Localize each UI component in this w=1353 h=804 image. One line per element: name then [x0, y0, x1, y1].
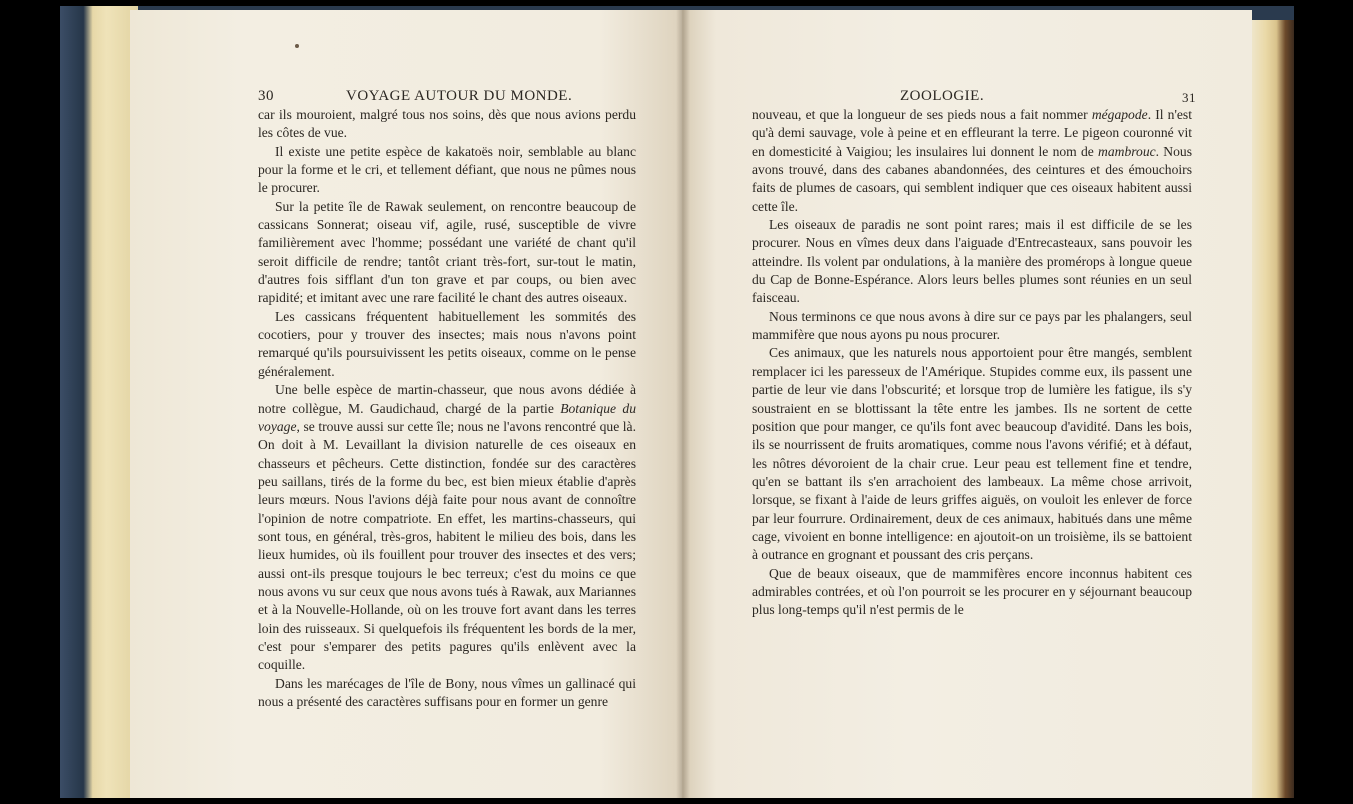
left-paragraph: Une belle espèce de martin-chasseur, que nous avons dédiée à notre collègue, M. Gaudichaud, chargé de la partie Botanique du voyage, se trouve aussi sur cette île; nous ne l'avons rencontré que là. On doit à M. Levaillant la division naturelle de ces oiseaux en chasseurs et pêcheurs. Cette distinction, fondée sur des caractères peu saillans, tirés de la forme du bec, est bien mieux établie d'après leurs mœurs. Nous l'avions déjà faite pour nous avant de connoître l'opinion de notre compatriote. En effet, les martins-chasseurs, qui sont tous, en général, très-gros, habitent le milieu des bois, dans les lieux humides, où ils fouillent pour trouver des insectes et des vers; aussi ont-ils presque toujours le bec terreux; c'est du moins ce que nous avons vu sur ceux que nous avons tués à Rawak, aux Mariannes et à la Nouvelle-Hollande, où on les trouve fort avant dans les terres loin des ruisseaux. Si quelquefois ils fréquentent les bords de la mer, c'est pour s'emparer des petits pagures qu'ils enlèvent avec la coquille.: [258, 382, 636, 673]
right-running-title: ZOOLOGIE.: [900, 88, 985, 104]
right-page-edges: [1250, 20, 1294, 798]
right-paragraph: Que de beaux oiseaux, que de mammifères encore inconnus habitent ces admirables contrées, et où l'on pourroit se les procurer en y séjournant beaucoup plus long-temps qu'il n'est permis de le: [752, 565, 1192, 618]
right-paragraph: Les oiseaux de paradis ne sont point rares; mais il est difficile de se les procurer. Nous en vîmes deux dans l'aiguade d'Entrecasteaux, sans pouvoir les atteindre. Ils volent par ondulations, à la manière des promérops à longue queue du Cap de Bonne-Espérance. Alors leurs belles plumes sont réunies en un seul faisceau.: [752, 217, 1192, 306]
right-paragraph: Ces animaux, que les naturels nous apportoient pour être mangés, semblent remplacer ici les paresseux de l'Amérique. Stupides comme eux, ils passent une partie de leur vie dans l'obscurité; et lorsque trop de lumière les fatigue, ils s'y soustraient en se blottissant la tête entre les jambes. Ils ne sortent de cette position que pour manger, ce qu'ils font avec beaucoup d'avidité. Dans les bois, ils se nourrissent de fruits aromatiques, comme nous l'avons vérifié; et à défaut, les nôtres dévoroient de la chair crue. Leur peau est tellement fine et tendre, qu'en se battant ils s'en arrachoient des lambeaux. La même chose arrivoit, lorsque, se fixant à l'aide de leurs griffes aiguës, on vouloit les enlever de force par leur fourrure. Ordinairement, deux de ces animaux, habitués dans une même cage, vivoient en bonne intelligence: en ajoutoit-on un troisième, ils se battoient à outrance en grognant et poussant des cris perçans.: [752, 345, 1192, 563]
book-gutter: [676, 10, 690, 798]
right-paragraph: nouveau, et que la longueur de ses pieds nous a fait nommer mégapode. Il n'est qu'à demi sauvage, vole à peine et en effleurant la terre. Le pigeon couronné vit en domesticité à Vaigiou; les insulaires lui donnent le nom de mambrouc. Nous avons trouvé, dans des cabanes abandonnées, des ceintures et des émouchoirs faits de plumes de casoars, qui semblent indiquer que ces oiseaux habitent aussi cette île.: [752, 107, 1193, 214]
left-page-number: 30: [258, 88, 274, 104]
left-paragraph: Sur la petite île de Rawak seulement, on rencontre beaucoup de cassicans Sonnerat; oiseau vif, agile, rusé, susceptible de vivre familièrement avec l'homme; possédant une variété de chant qu'il seroit difficile de rendre; tantôt criant très-fort, sur-tout le matin, d'autres fois sifflant d'un ton grave et par coups, ou bien avec rapidité; et imitant avec une rare facilité le chant des autres oiseaux.: [258, 198, 636, 306]
left-paragraph: car ils mouroient, malgré tous nos soins, dès que nous avions perdu les côtes de vue.: [258, 107, 636, 141]
ink-speck: [295, 44, 299, 48]
left-running-title: VOYAGE AUTOUR DU MONDE.: [346, 88, 573, 104]
left-paragraph: Les cassicans fréquentent habituellement les sommités des cocotiers, pour y trouver des insectes; mais nous n'avons point remarqué qu'ils poursuivissent les petits oiseaux, comme on le pense généralement.: [258, 308, 636, 379]
right-page-number: 31: [1182, 90, 1196, 105]
left-page-body: [258, 106, 636, 711]
left-paragraph: Il existe une petite espèce de kakatoës noir, semblable au blanc pour la forme et le cri, et tellement défiant, que nous ne pûmes nous le procurer.: [258, 143, 636, 196]
right-page-body: [752, 106, 1192, 620]
left-page-edges: [60, 6, 138, 798]
right-paragraph: Nous terminons ce que nous avons à dire sur ce pays par les phalangers, seul mammifère que nous ayons pu nous procurer.: [752, 308, 1192, 343]
left-paragraph: Dans les marécages de l'île de Bony, nous vîmes un gallinacé qui nous a présenté des caractères suffisans pour en former un genre: [258, 675, 636, 709]
